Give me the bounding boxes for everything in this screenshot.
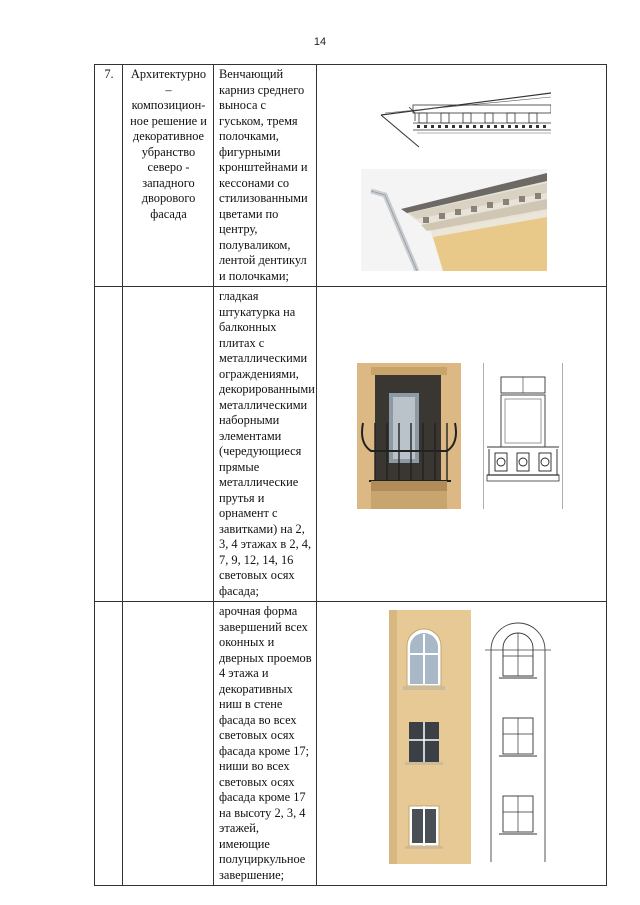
row-number: 7.	[95, 65, 123, 287]
element-description: арочная форма завершений всех оконных и дверных проемов 4 этажа и декоративных ниш в стене фасада во всех световых осях фасада кроме 17; ниши во всех световых осях фасада кроме 17 на высоту 2, 3, 4 этажей, имеющие полуциркульное завершение;	[214, 602, 317, 886]
table-row	[95, 65, 607, 287]
balcony-photo	[357, 363, 461, 509]
element-description: Венчающий карниз среднего выноса с гуськом, тремя полочками, фигурными кронштейнами и кессонами со стилизованными цветами по центру, полувaликом, лентой дентикул и полочками;	[214, 65, 317, 287]
cornice-photo	[361, 169, 547, 271]
row-number	[95, 287, 123, 602]
element-title: Архитектурно – композицион-ное решение и декоративное убранство северо - западного дворового фасада	[123, 65, 214, 287]
page-number: 14	[313, 36, 327, 48]
table-row	[95, 602, 607, 886]
facade-drawing	[485, 620, 551, 862]
element-title	[123, 602, 214, 886]
facade-photo	[389, 610, 471, 864]
element-description: гладкая штукатурка на балконных плитах с металлическими ограждениями, декорированными металлическими наборными элементами (чередующиеся прямые металлические прутья и орнамент с завитками) на 2, 3, 4 этажах в 2, 4, 7, 9, 12, 14, 16 световых осях фасада;	[214, 287, 317, 602]
cornice-figures	[317, 65, 607, 287]
arch-window-figures	[317, 602, 607, 886]
element-title	[123, 287, 214, 602]
balcony-figures	[317, 287, 607, 602]
balcony-drawing	[483, 363, 563, 509]
heritage-spec-table	[94, 64, 607, 886]
cornice-drawing	[379, 83, 551, 149]
table-row	[95, 287, 607, 602]
row-number	[95, 602, 123, 886]
